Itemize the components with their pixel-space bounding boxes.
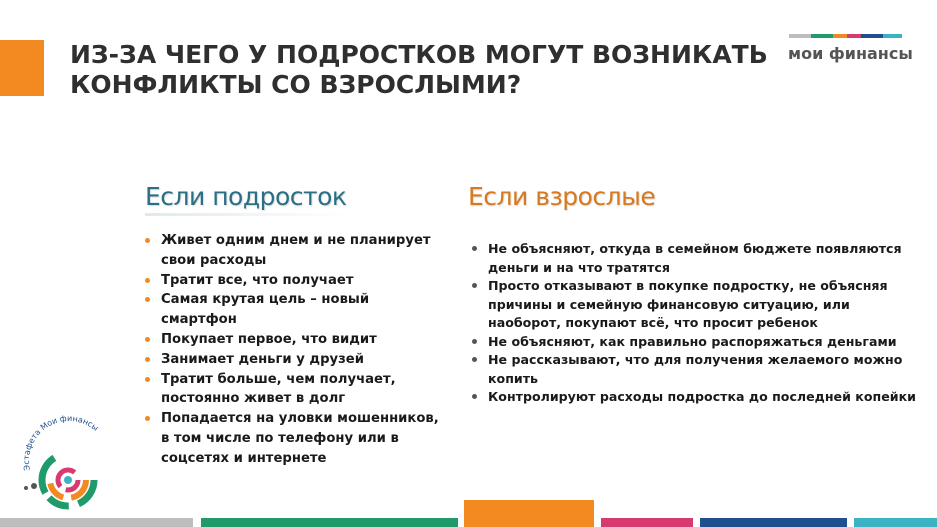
list-item-text: Не рассказывают, что для получения желаемого можно копить <box>488 352 903 386</box>
list-item <box>468 351 918 388</box>
list-item <box>141 330 446 350</box>
left-heading: Если подросток <box>145 182 347 211</box>
title-line-1: ИЗ-ЗА ЧЕГО У ПОДРОСТКОВ МОГУТ ВОЗНИКАТЬ <box>70 40 768 69</box>
list-item <box>141 350 446 370</box>
dot-icon <box>145 278 150 283</box>
list-item <box>141 290 446 330</box>
dot-icon <box>145 357 150 362</box>
dot-icon <box>145 416 150 421</box>
list-item-text: Живет одним днем и не планирует свои расходы <box>161 233 431 268</box>
page-title <box>70 40 768 100</box>
list-item-text: Занимает деньги у друзей <box>161 351 364 367</box>
dot-icon <box>472 246 477 251</box>
dot-icon <box>472 339 477 344</box>
list-item-text: Самая крутая цель – новый смартфон <box>161 292 370 328</box>
left-heading-underline <box>145 213 350 216</box>
list-item-text: Контролируют расходы подростка до последней копейки <box>488 389 916 404</box>
left-list <box>141 231 446 469</box>
bottom-strip-orange <box>464 500 594 527</box>
brand-text: мои финансы <box>788 44 913 63</box>
list-item <box>141 409 446 468</box>
list-item-text: Тратит больше, чем получает, постоянно живет в долг <box>161 371 396 407</box>
list-item-text: Тратит все, что получает <box>161 272 354 288</box>
dot-icon <box>472 394 477 399</box>
list-item-text: Не объясняют, как правильно распоряжаться деньгами <box>488 333 897 349</box>
brand-logo <box>787 34 913 68</box>
list-item <box>141 231 446 271</box>
right-heading: Если взрослые <box>468 182 656 211</box>
list-item <box>468 277 918 333</box>
brand-color-bar <box>789 34 902 38</box>
bottom-strip-gray <box>0 518 193 527</box>
dot-icon <box>145 297 150 302</box>
list-item <box>468 333 918 352</box>
list-item <box>141 370 446 410</box>
bottom-strip-green <box>201 518 458 527</box>
accent-square <box>0 40 44 96</box>
dot-icon <box>145 377 150 382</box>
dot-icon <box>472 357 477 362</box>
list-item <box>468 240 918 277</box>
list-item <box>468 388 918 407</box>
list-item <box>141 271 446 291</box>
bottom-strip-cyan <box>854 518 937 527</box>
list-item-text: Просто отказывают в покупке подростку, не объясняя причины и семейную финансовую ситуацию, или наоборот, покупают всё, что просит ребенок <box>488 278 888 330</box>
list-item-text: Покупает первое, что видит <box>161 331 377 347</box>
list-item-text: Попадается на уловки мошенников, в том числе по телефону или в соцсетях и интернете <box>161 411 439 466</box>
eco-stamp-icon <box>12 408 120 516</box>
bottom-strip-pink <box>601 518 693 527</box>
title-line-2: КОНФЛИКТЫ СО ВЗРОСЛЫМИ? <box>70 70 522 99</box>
dot-icon <box>145 337 150 342</box>
right-list <box>468 240 918 407</box>
dot-icon <box>472 283 477 288</box>
dot-icon <box>145 238 150 243</box>
svg-text:Эстафета Мои финансы: Эстафета Мои финансы <box>21 413 101 472</box>
list-item-text: Не объясняют, откуда в семейном бюджете появляются деньги и на что тратятся <box>488 241 902 275</box>
bottom-strip-blue <box>700 518 847 527</box>
